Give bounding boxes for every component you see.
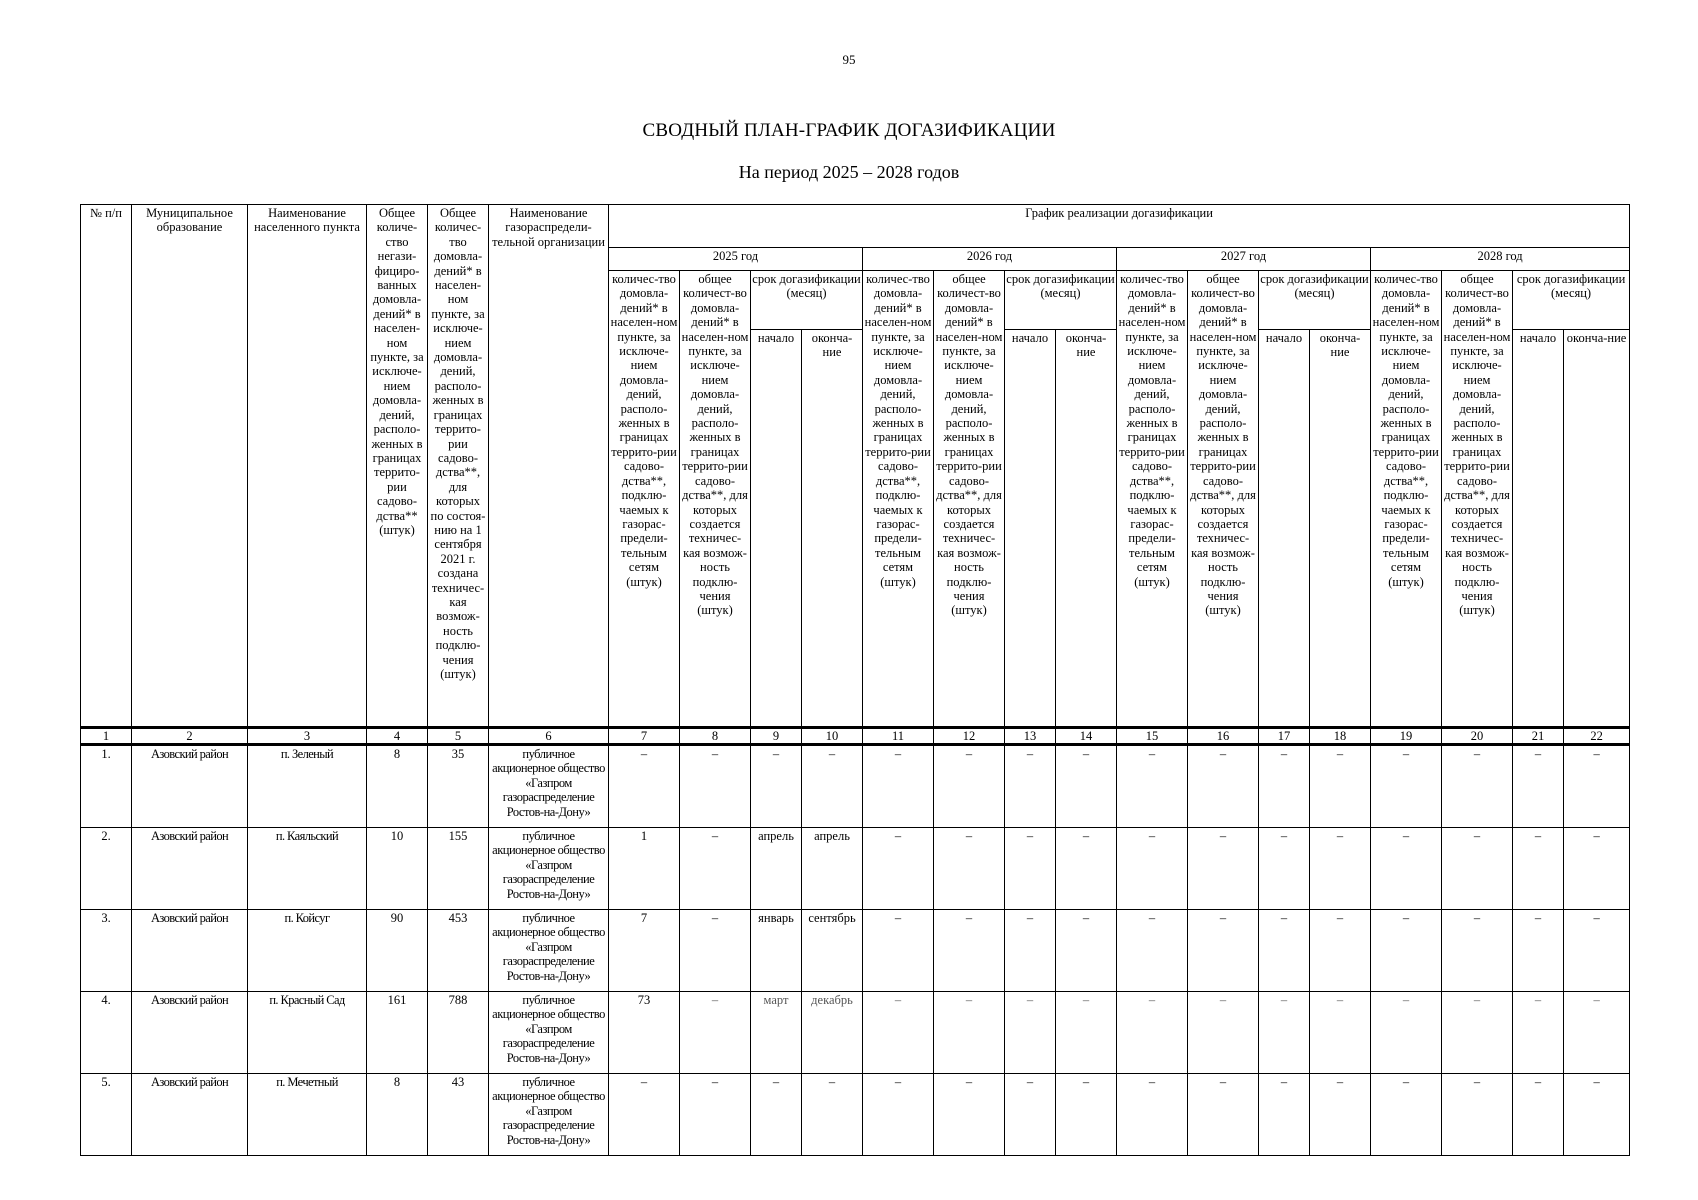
header-year-2025: 2025 год — [609, 248, 863, 271]
total-ungasified-cell: 8 — [367, 745, 428, 828]
schedule-cell: – — [1564, 1074, 1630, 1156]
header-qty-connected: количес-тво домовла-дений* в населен-ном пункте, за исключе-нием домовла-дений, располо-женных в границах террито-рии садово-дства**, подклю-чаемых к газорас-предели-тельным сетям (штук) — [863, 271, 934, 728]
row-num: 5. — [81, 1074, 132, 1156]
table-row — [81, 992, 1630, 1074]
column-number-row — [81, 728, 1630, 745]
header-num: № п/п — [81, 205, 132, 728]
schedule-cell: – — [1310, 828, 1371, 910]
column-number: 2 — [132, 728, 248, 745]
schedule-cell: – — [1442, 910, 1513, 992]
schedule-cell: – — [680, 828, 751, 910]
schedule-cell: – — [1513, 745, 1564, 828]
column-number: 16 — [1188, 728, 1259, 745]
table-row — [81, 910, 1630, 992]
column-number: 3 — [248, 728, 367, 745]
column-number: 20 — [1442, 728, 1513, 745]
header-qty-capability: общее количест-во домовла-дений* в населен-ном пункте, за исключе-нием домовла-дений, располо-женных в границах террито-рии садово-дства**, для которых создается техничес-кая возмож-ность подклю-чения (штук) — [680, 271, 751, 728]
header-total-ungasified: Общее количе-ство негази-фициро-ванных домовла-дений* в населен-ном пункте, за исключе-нием домовла-дений, располо-женных в границах террито-рии садово-дства** (штук) — [367, 205, 428, 728]
schedule-cell: – — [1117, 1074, 1188, 1156]
header-qty-capability: общее количест-во домовла-дений* в населен-ном пункте, за исключе-нием домовла-дений, располо-женных в границах террито-рии садово-дства**, для которых создается техничес-кая возмож-ность подклю-чения (штук) — [934, 271, 1005, 728]
schedule-cell: – — [1513, 910, 1564, 992]
schedule-cell: – — [751, 1074, 802, 1156]
total-households-cell: 43 — [428, 1074, 489, 1156]
header-year-2026: 2026 год — [863, 248, 1117, 271]
schedule-cell: – — [1564, 745, 1630, 828]
schedule-cell: – — [1056, 828, 1117, 910]
column-number: 4 — [367, 728, 428, 745]
schedule-cell: 1 — [609, 828, 680, 910]
header-year-2027: 2027 год — [1117, 248, 1371, 271]
header-municipality: Муниципальное образование — [132, 205, 248, 728]
schedule-cell: – — [1513, 1074, 1564, 1156]
schedule-cell: – — [1117, 828, 1188, 910]
total-ungasified-cell: 8 — [367, 1074, 428, 1156]
schedule-cell: – — [1056, 745, 1117, 828]
column-number: 6 — [489, 728, 609, 745]
schedule-cell: – — [1056, 910, 1117, 992]
schedule-cell: апрель — [751, 828, 802, 910]
header-term: срок догазификации (месяц) — [1005, 271, 1117, 330]
schedule-cell: – — [1564, 828, 1630, 910]
page-number: 95 — [842, 52, 856, 67]
schedule-cell: – — [1188, 992, 1259, 1074]
header-schedule: График реализации догазификации — [609, 205, 1630, 248]
header-locality: Наименование населенного пункта — [248, 205, 367, 728]
locality-cell: п. Каяльский — [248, 828, 367, 910]
column-number: 10 — [802, 728, 863, 745]
column-number: 1 — [81, 728, 132, 745]
schedule-cell: сентябрь — [802, 910, 863, 992]
header-end: оконча-ние — [1564, 330, 1630, 728]
column-number: 22 — [1564, 728, 1630, 745]
schedule-cell: – — [934, 745, 1005, 828]
column-number: 14 — [1056, 728, 1117, 745]
row-num: 3. — [81, 910, 132, 992]
gdo-cell: публичное акционерное общество «Газпром газораспределение Ростов-на-Дону» — [489, 745, 609, 828]
schedule-cell: 73 — [609, 992, 680, 1074]
schedule-cell: – — [863, 745, 934, 828]
schedule-cell: – — [1442, 828, 1513, 910]
schedule-cell: – — [1259, 1074, 1310, 1156]
schedule-cell: – — [1259, 992, 1310, 1074]
municipality-cell: Азовский район — [132, 828, 248, 910]
header-qty-connected: количес-тво домовла-дений* в населен-ном пункте, за исключе-нием домовла-дений, располо-женных в границах террито-рии садово-дства**, подклю-чаемых к газорас-предели-тельным сетям (штук) — [1117, 271, 1188, 728]
schedule-cell: – — [1442, 1074, 1513, 1156]
column-number: 12 — [934, 728, 1005, 745]
schedule-cell: – — [680, 745, 751, 828]
column-number: 7 — [609, 728, 680, 745]
total-ungasified-cell: 90 — [367, 910, 428, 992]
schedule-cell: – — [1005, 992, 1056, 1074]
header-start: начало — [1005, 330, 1056, 728]
header-term: срок догазификации (месяц) — [1259, 271, 1371, 330]
gdo-cell: публичное акционерное общество «Газпром газораспределение Ростов-на-Дону» — [489, 828, 609, 910]
total-households-cell: 35 — [428, 745, 489, 828]
table-row — [81, 745, 1630, 828]
total-ungasified-cell: 161 — [367, 992, 428, 1074]
schedule-cell: – — [1310, 1074, 1371, 1156]
schedule-cell: – — [680, 910, 751, 992]
schedule-cell: – — [802, 745, 863, 828]
schedule-cell: – — [934, 828, 1005, 910]
total-ungasified-cell: 10 — [367, 828, 428, 910]
column-number: 21 — [1513, 728, 1564, 745]
total-households-cell: 788 — [428, 992, 489, 1074]
header-qty-connected: количес-тво домовла-дений* в населен-ном пункте, за исключе-нием домовла-дений, располо-женных в границах террито-рии садово-дства**, подклю-чаемых к газорас-предели-тельным сетям (штук) — [609, 271, 680, 728]
header-start: начало — [1259, 330, 1310, 728]
schedule-cell: – — [1371, 745, 1442, 828]
document-title: СВОДНЫЙ ПЛАН-ГРАФИК ДОГАЗИФИКАЦИИ — [642, 120, 1056, 141]
schedule-cell: – — [863, 828, 934, 910]
locality-cell: п. Мечетный — [248, 1074, 367, 1156]
table-row — [81, 1074, 1630, 1156]
column-number: 18 — [1310, 728, 1371, 745]
schedule-cell: декабрь — [802, 992, 863, 1074]
schedule-cell: январь — [751, 910, 802, 992]
schedule-cell: – — [1371, 1074, 1442, 1156]
schedule-cell: – — [1005, 910, 1056, 992]
schedule-cell: – — [751, 745, 802, 828]
schedule-cell: – — [1513, 992, 1564, 1074]
schedule-cell: апрель — [802, 828, 863, 910]
schedule-cell: – — [609, 1074, 680, 1156]
schedule-cell: – — [1310, 910, 1371, 992]
schedule-cell: – — [1188, 910, 1259, 992]
schedule-cell: – — [680, 992, 751, 1074]
schedule-cell: – — [1005, 828, 1056, 910]
header-start: начало — [751, 330, 802, 728]
column-number: 13 — [1005, 728, 1056, 745]
header-end: оконча-ние — [802, 330, 863, 728]
schedule-cell: – — [1564, 992, 1630, 1074]
schedule-cell: – — [1117, 910, 1188, 992]
header-term: срок догазификации (месяц) — [751, 271, 863, 330]
locality-cell: п. Зеленый — [248, 745, 367, 828]
schedule-cell: – — [1310, 745, 1371, 828]
schedule-cell: – — [1259, 745, 1310, 828]
schedule-cell: март — [751, 992, 802, 1074]
row-num: 2. — [81, 828, 132, 910]
schedule-cell: – — [802, 1074, 863, 1156]
schedule-cell: 7 — [609, 910, 680, 992]
row-num: 1. — [81, 745, 132, 828]
schedule-cell: – — [1259, 910, 1310, 992]
column-number: 17 — [1259, 728, 1310, 745]
schedule-cell: – — [934, 910, 1005, 992]
header-end: оконча-ние — [1056, 330, 1117, 728]
gdo-cell: публичное акционерное общество «Газпром газораспределение Ростов-на-Дону» — [489, 1074, 609, 1156]
locality-cell: п. Койсуг — [248, 910, 367, 992]
column-number: 19 — [1371, 728, 1442, 745]
schedule-cell: – — [609, 745, 680, 828]
schedule-cell: – — [1188, 745, 1259, 828]
schedule-cell: – — [863, 910, 934, 992]
schedule-cell: – — [1371, 910, 1442, 992]
column-number: 8 — [680, 728, 751, 745]
column-number: 5 — [428, 728, 489, 745]
column-number: 15 — [1117, 728, 1188, 745]
gdo-cell: публичное акционерное общество «Газпром газораспределение Ростов-на-Дону» — [489, 992, 609, 1074]
column-number: 9 — [751, 728, 802, 745]
gdo-cell: публичное акционерное общество «Газпром газораспределение Ростов-на-Дону» — [489, 910, 609, 992]
municipality-cell: Азовский район — [132, 745, 248, 828]
gasification-schedule-table — [80, 204, 1630, 1156]
header-qty-connected: количес-тво домовла-дений* в населен-ном пункте, за исключе-нием домовла-дений, располо-женных в границах террито-рии садово-дства**, подклю-чаемых к газорас-предели-тельным сетям (штук) — [1371, 271, 1442, 728]
schedule-cell: – — [863, 992, 934, 1074]
total-households-cell: 453 — [428, 910, 489, 992]
schedule-cell: – — [1005, 745, 1056, 828]
table-row — [81, 828, 1630, 910]
schedule-cell: – — [680, 1074, 751, 1156]
header-qty-capability: общее количест-во домовла-дений* в населен-ном пункте, за исключе-нием домовла-дений, располо-женных в границах террито-рии садово-дства**, для которых создается техничес-кая возмож-ность подклю-чения (штук) — [1442, 271, 1513, 728]
header-total-households: Общее количес-тво домовла-дений* в населен-ном пункте, за исключе-нием домовла-дений, располо-женных в границах террито-рии садово-дства**, для которых по состоя-нию на 1 сентября 2021 г. создана техничес-кая возмож-ность подклю-чения (штук) — [428, 205, 489, 728]
schedule-cell: – — [1564, 910, 1630, 992]
schedule-cell: – — [1005, 1074, 1056, 1156]
header-term: срок догазификации (месяц) — [1513, 271, 1630, 330]
column-number: 11 — [863, 728, 934, 745]
header-gdo: Наименование газораспредели-тельной организации — [489, 205, 609, 728]
schedule-cell: – — [1188, 1074, 1259, 1156]
schedule-cell: – — [1371, 828, 1442, 910]
schedule-cell: – — [1056, 992, 1117, 1074]
header-qty-capability: общее количест-во домовла-дений* в населен-ном пункте, за исключе-нием домовла-дений, располо-женных в границах террито-рии садово-дства**, для которых создается техничес-кая возмож-ность подклю-чения (штук) — [1188, 271, 1259, 728]
schedule-cell: – — [1442, 992, 1513, 1074]
locality-cell: п. Красный Сад — [248, 992, 367, 1074]
municipality-cell: Азовский район — [132, 992, 248, 1074]
schedule-cell: – — [1513, 828, 1564, 910]
schedule-cell: – — [1117, 745, 1188, 828]
schedule-cell: – — [1117, 992, 1188, 1074]
schedule-cell: – — [1442, 745, 1513, 828]
header-year-2028: 2028 год — [1371, 248, 1630, 271]
schedule-cell: – — [863, 1074, 934, 1156]
row-num: 4. — [81, 992, 132, 1074]
schedule-cell: – — [934, 1074, 1005, 1156]
municipality-cell: Азовский район — [132, 1074, 248, 1156]
schedule-cell: – — [1371, 992, 1442, 1074]
schedule-cell: – — [934, 992, 1005, 1074]
schedule-cell: – — [1310, 992, 1371, 1074]
document-subtitle: На период 2025 – 2028 годов — [738, 162, 960, 182]
schedule-cell: – — [1259, 828, 1310, 910]
municipality-cell: Азовский район — [132, 910, 248, 992]
header-end: оконча-ние — [1310, 330, 1371, 728]
header-start: начало — [1513, 330, 1564, 728]
total-households-cell: 155 — [428, 828, 489, 910]
schedule-cell: – — [1056, 1074, 1117, 1156]
schedule-cell: – — [1188, 828, 1259, 910]
